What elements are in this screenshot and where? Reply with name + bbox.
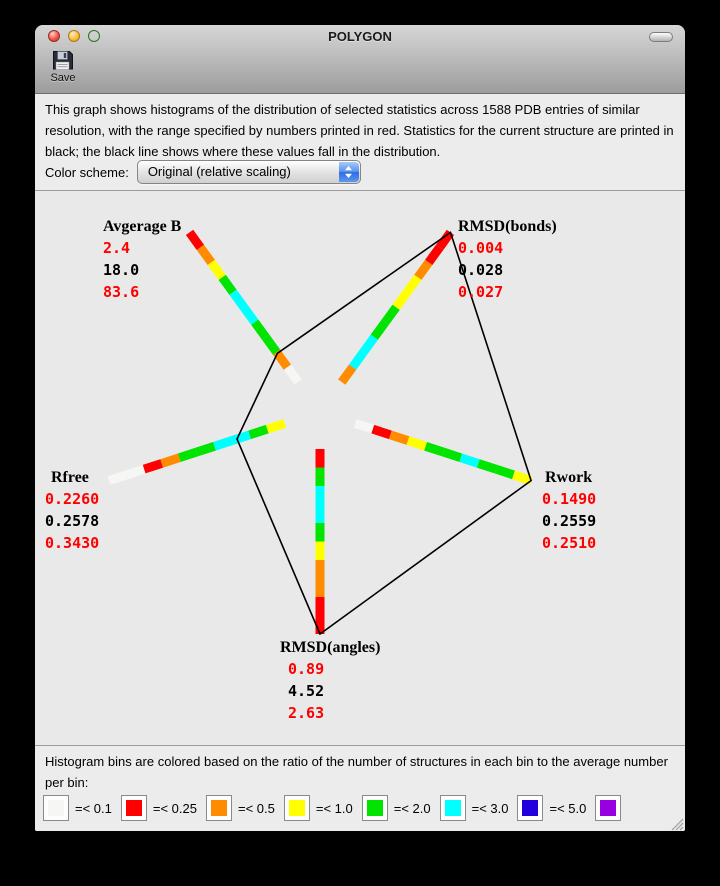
axis-max-value: 0.2510	[542, 534, 597, 552]
axis-block-rfree	[45, 468, 99, 554]
histogram-bin-rwork-0	[354, 419, 374, 433]
legend-swatch-5	[440, 795, 466, 821]
axis-min-value: 2.4	[103, 239, 131, 257]
color-scheme-label: Color scheme:	[45, 164, 129, 180]
axis-min-value: 0.004	[458, 239, 504, 257]
legend-color-box	[289, 800, 305, 816]
histogram-bin-rwork-1	[371, 425, 391, 439]
histogram-bin-rwork-8	[495, 465, 515, 479]
legend-swatch-3	[284, 795, 310, 821]
axis-max-value: 0.3430	[45, 534, 100, 552]
histogram-bin-rfree-8	[125, 465, 145, 479]
axis-block-rmsd-bonds	[458, 217, 557, 303]
axis-block-rmsd-angles	[280, 638, 380, 724]
axis-label: Rfree	[51, 469, 89, 486]
legend-label-4: =< 2.0	[393, 800, 431, 816]
histogram-bin-rmsd-angles-8	[316, 597, 325, 616]
legend-label-1: =< 0.25	[152, 800, 197, 816]
histogram-bin-rmsd-angles-2	[316, 486, 325, 505]
color-scheme-row	[45, 160, 361, 184]
axis-label: RMSD(bonds)	[458, 218, 557, 235]
histogram-bin-rfree-3	[213, 436, 233, 450]
axis-max-value: 2.63	[288, 704, 325, 722]
histogram-bin-rwork-7	[477, 459, 497, 473]
legend-color-box	[48, 800, 64, 816]
histogram-bin-rwork-2	[389, 431, 409, 445]
axis-block-rwork	[542, 468, 596, 554]
save-button[interactable]	[43, 48, 83, 90]
polygon-plot-panel	[35, 191, 685, 745]
legend-color-box	[522, 800, 538, 816]
histogram-bin-rwork-6	[459, 454, 479, 468]
toolbar-toggle-button[interactable]	[649, 32, 673, 42]
histogram-bin-rfree-9	[108, 471, 128, 485]
histogram-bin-rmsd-angles-4	[316, 523, 325, 542]
dropdown-arrows-icon	[339, 162, 359, 182]
legend-swatch-0	[43, 795, 69, 821]
legend-label-6: =< 5.0	[549, 800, 587, 816]
color-scheme-selected: Original (relative scaling)	[147, 164, 291, 179]
histogram-bin-rwork-3	[407, 436, 427, 450]
axis-label: RMSD(angles)	[280, 639, 381, 656]
axis-max-value: 83.6	[103, 283, 140, 301]
description-text: This graph shows histograms of the distribution of selected statistics across 1588 PDB entries of similar resolution, with the range specified by numbers printed in red. Statistics for the current structure are printed in black; the black line shows where these values fall in the distribution.	[45, 102, 674, 159]
legend-color-box	[367, 800, 383, 816]
legend-label-2: =< 0.5	[237, 800, 275, 816]
histogram-bin-rfree-4	[195, 442, 215, 456]
histogram-bin-rfree-0	[266, 419, 286, 433]
histogram-bin-rfree-1	[248, 425, 268, 439]
axis-current-value: 4.52	[288, 682, 325, 700]
legend-swatch-7	[595, 795, 621, 821]
save-button-label: Save	[50, 72, 76, 84]
histogram-bin-rmsd-angles-1	[316, 468, 325, 487]
legend-color-box	[126, 800, 142, 816]
histogram-bin-rmsd-angles-7	[316, 579, 325, 598]
histogram-bin-rfree-7	[143, 459, 163, 473]
axis-max-value: 0.027	[458, 283, 504, 301]
legend-row	[43, 795, 627, 821]
axis-label: Rwork	[545, 469, 593, 486]
legend-swatch-2	[206, 795, 232, 821]
info-panel	[35, 94, 685, 191]
axis-label: Avgerage B	[103, 218, 182, 235]
axis-block-average-b	[103, 217, 181, 303]
legend-color-box	[600, 800, 616, 816]
histogram-bin-rfree-6	[160, 454, 180, 468]
save-floppy-icon	[43, 48, 83, 72]
legend-swatch-6	[517, 795, 543, 821]
window-chrome	[35, 25, 685, 94]
histogram-bin-rmsd-angles-0	[316, 449, 325, 468]
legend-label-0: =< 0.1	[75, 800, 112, 816]
legend-swatch-4	[362, 795, 388, 821]
axis-current-value: 0.2559	[542, 512, 597, 530]
legend-color-box	[211, 800, 227, 816]
histogram-bin-rmsd-angles-6	[316, 560, 325, 579]
resize-grip[interactable]	[671, 818, 684, 831]
legend-label-5: =< 3.0	[471, 800, 509, 816]
window-title: POLYGON	[328, 29, 392, 44]
axis-current-value: 18.0	[103, 261, 140, 279]
axis-min-value: 0.1490	[542, 490, 597, 508]
legend-label-3: =< 1.0	[315, 800, 353, 816]
legend-panel	[35, 745, 685, 831]
histogram-bin-rfree-5	[178, 448, 198, 462]
axis-min-value: 0.2260	[45, 490, 100, 508]
title-bar[interactable]	[35, 25, 685, 47]
axis-current-value: 0.028	[458, 261, 504, 279]
legend-color-box	[445, 800, 461, 816]
histogram-bin-rmsd-angles-5	[316, 542, 325, 561]
axis-current-value: 0.2578	[45, 512, 100, 530]
legend-swatch-1	[121, 795, 147, 821]
histogram-bin-rwork-4	[424, 442, 444, 456]
color-scheme-dropdown[interactable]	[137, 160, 361, 184]
histogram-bin-rmsd-angles-3	[316, 505, 325, 524]
legend-description: Histogram bins are colored based on the ratio of the number of structures in each bin to the average number per bin:	[45, 754, 668, 790]
histogram-bin-rwork-5	[442, 448, 462, 462]
polygon-window	[35, 25, 685, 831]
axis-min-value: 0.89	[288, 660, 325, 678]
